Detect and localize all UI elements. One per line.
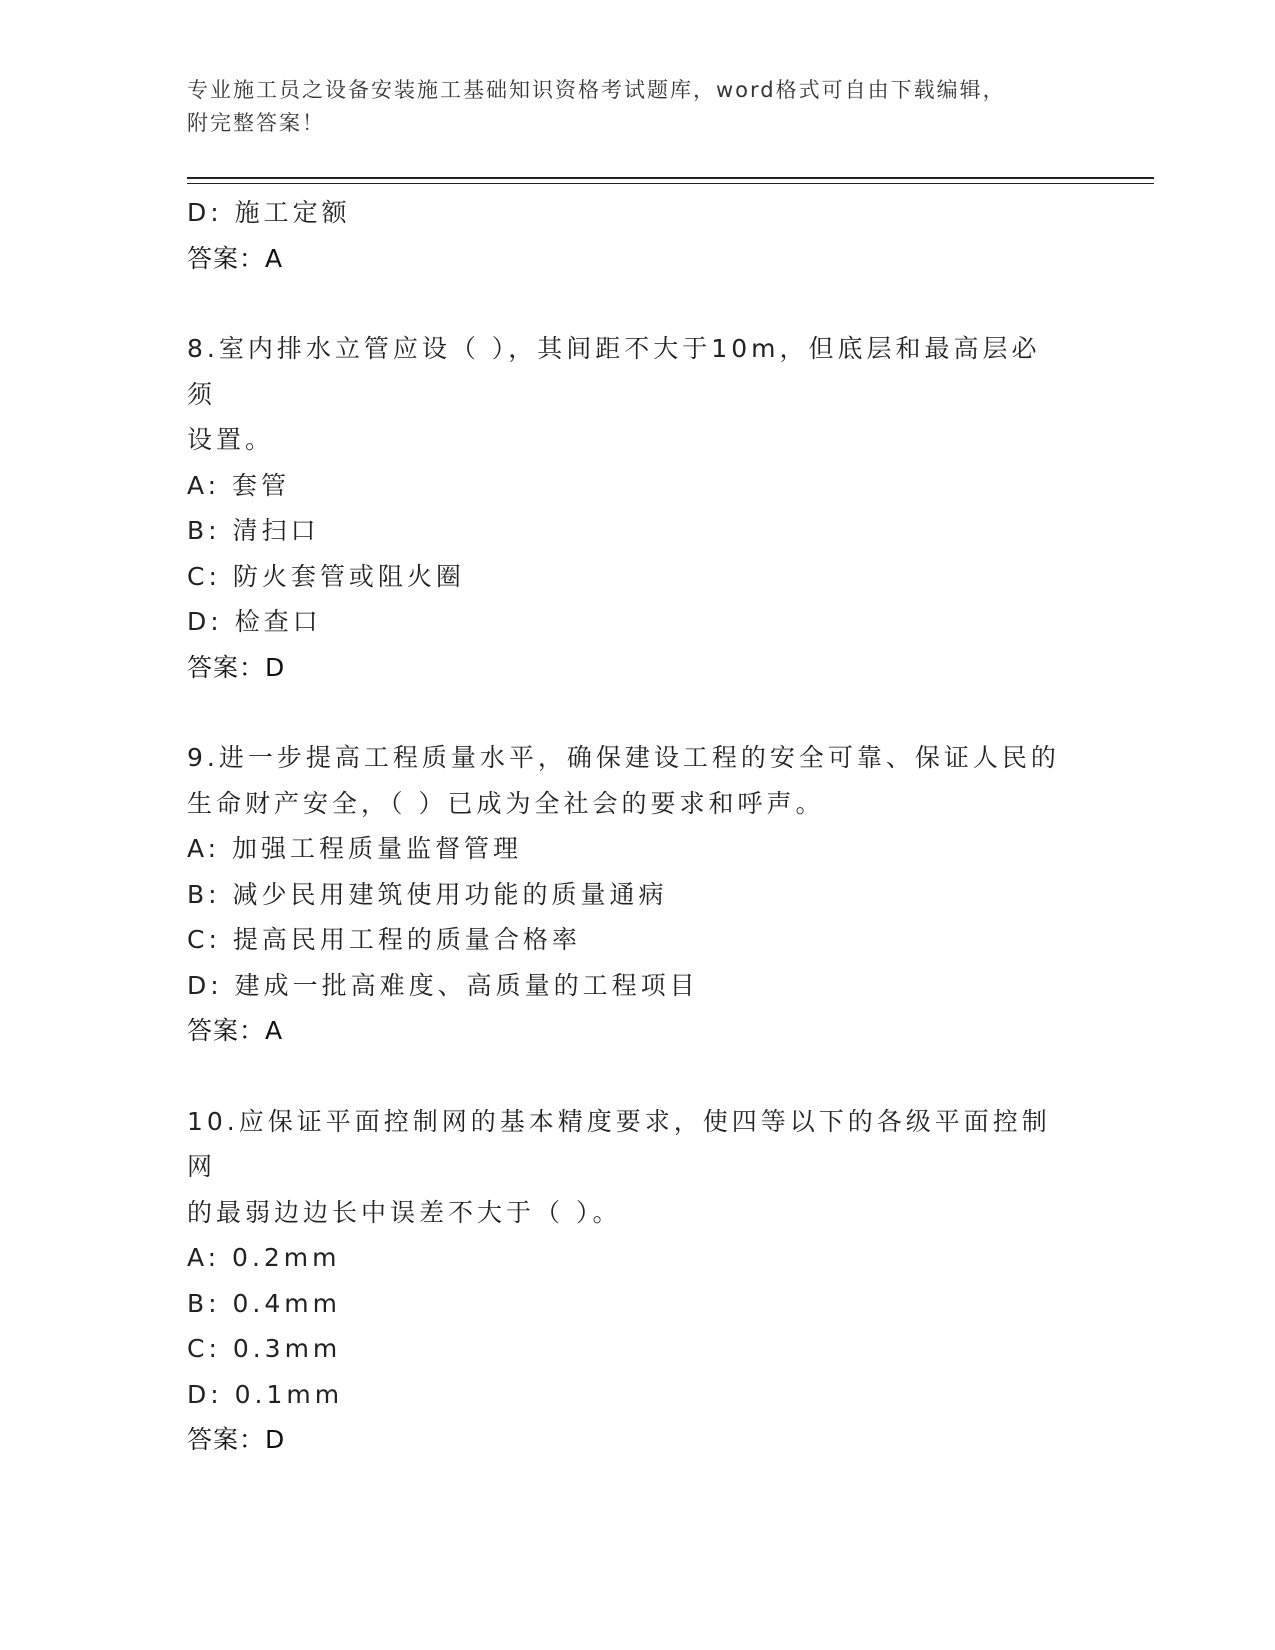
option-b: B: 清扫口 xyxy=(187,516,320,545)
question-stem-line-2: 设置。 xyxy=(187,425,275,454)
option-d: D: 建成一批高难度、高质量的工程项目 xyxy=(187,970,699,1000)
question-stem-line-1: 10.应保证平面控制网的基本精度要求，使四等以下的各级平面控制网 xyxy=(187,1106,1051,1181)
question-stem-line-1: 8.室内排水立管应设（ ），其间距不大于10m，但底层和最高层必须 xyxy=(187,334,1041,409)
header-line-1: 专业施工员之设备安装施工基础知识资格考试题库，word格式可自由下载编辑， xyxy=(187,78,1006,102)
option-c: C: 0.3mm xyxy=(187,1334,342,1363)
question-10 xyxy=(187,1099,1067,1463)
option-d: D: 施工定额 xyxy=(187,198,351,227)
spacer xyxy=(187,690,1067,735)
header-line-2: 附完整答案！ xyxy=(187,111,325,135)
answer-line: 答案：A xyxy=(187,243,284,273)
header-divider-thin xyxy=(187,183,1154,184)
question-9 xyxy=(187,735,1067,1054)
option-d: D: 0.1mm xyxy=(187,1379,344,1409)
option-b: B: 减少民用建筑使用功能的质量通病 xyxy=(187,879,668,909)
header-divider-thick xyxy=(187,177,1154,179)
option-b: B: 0.4mm xyxy=(187,1288,341,1318)
spacer xyxy=(187,281,1067,326)
question-list xyxy=(187,190,1067,1463)
question-stem-line-1: 9.进一步提高工程质量水平，确保建设工程的安全可靠、保证人民的 xyxy=(187,743,1060,772)
question-stem-line-2: 生命财产安全，（ ）已成为全社会的要求和呼声。 xyxy=(187,788,825,818)
option-a: A: 0.2mm xyxy=(187,1243,341,1272)
answer-line: 答案：D xyxy=(187,652,286,682)
option-d: D: 检查口 xyxy=(187,607,322,636)
answer-line: 答案：A xyxy=(187,1016,284,1045)
option-c: C: 防火套管或阻火圈 xyxy=(187,561,465,591)
question-stem-line-2: 的最弱边边长中误差不大于（ ）。 xyxy=(187,1197,622,1227)
document-header xyxy=(187,74,1067,140)
option-a: A: 加强工程质量监督管理 xyxy=(187,834,523,863)
spacer xyxy=(187,1054,1067,1099)
question-7-tail xyxy=(187,190,1067,281)
answer-line: 答案：D xyxy=(187,1425,286,1454)
question-8 xyxy=(187,326,1067,690)
option-a: A: 套管 xyxy=(187,470,291,500)
option-c: C: 提高民用工程的质量合格率 xyxy=(187,925,581,954)
